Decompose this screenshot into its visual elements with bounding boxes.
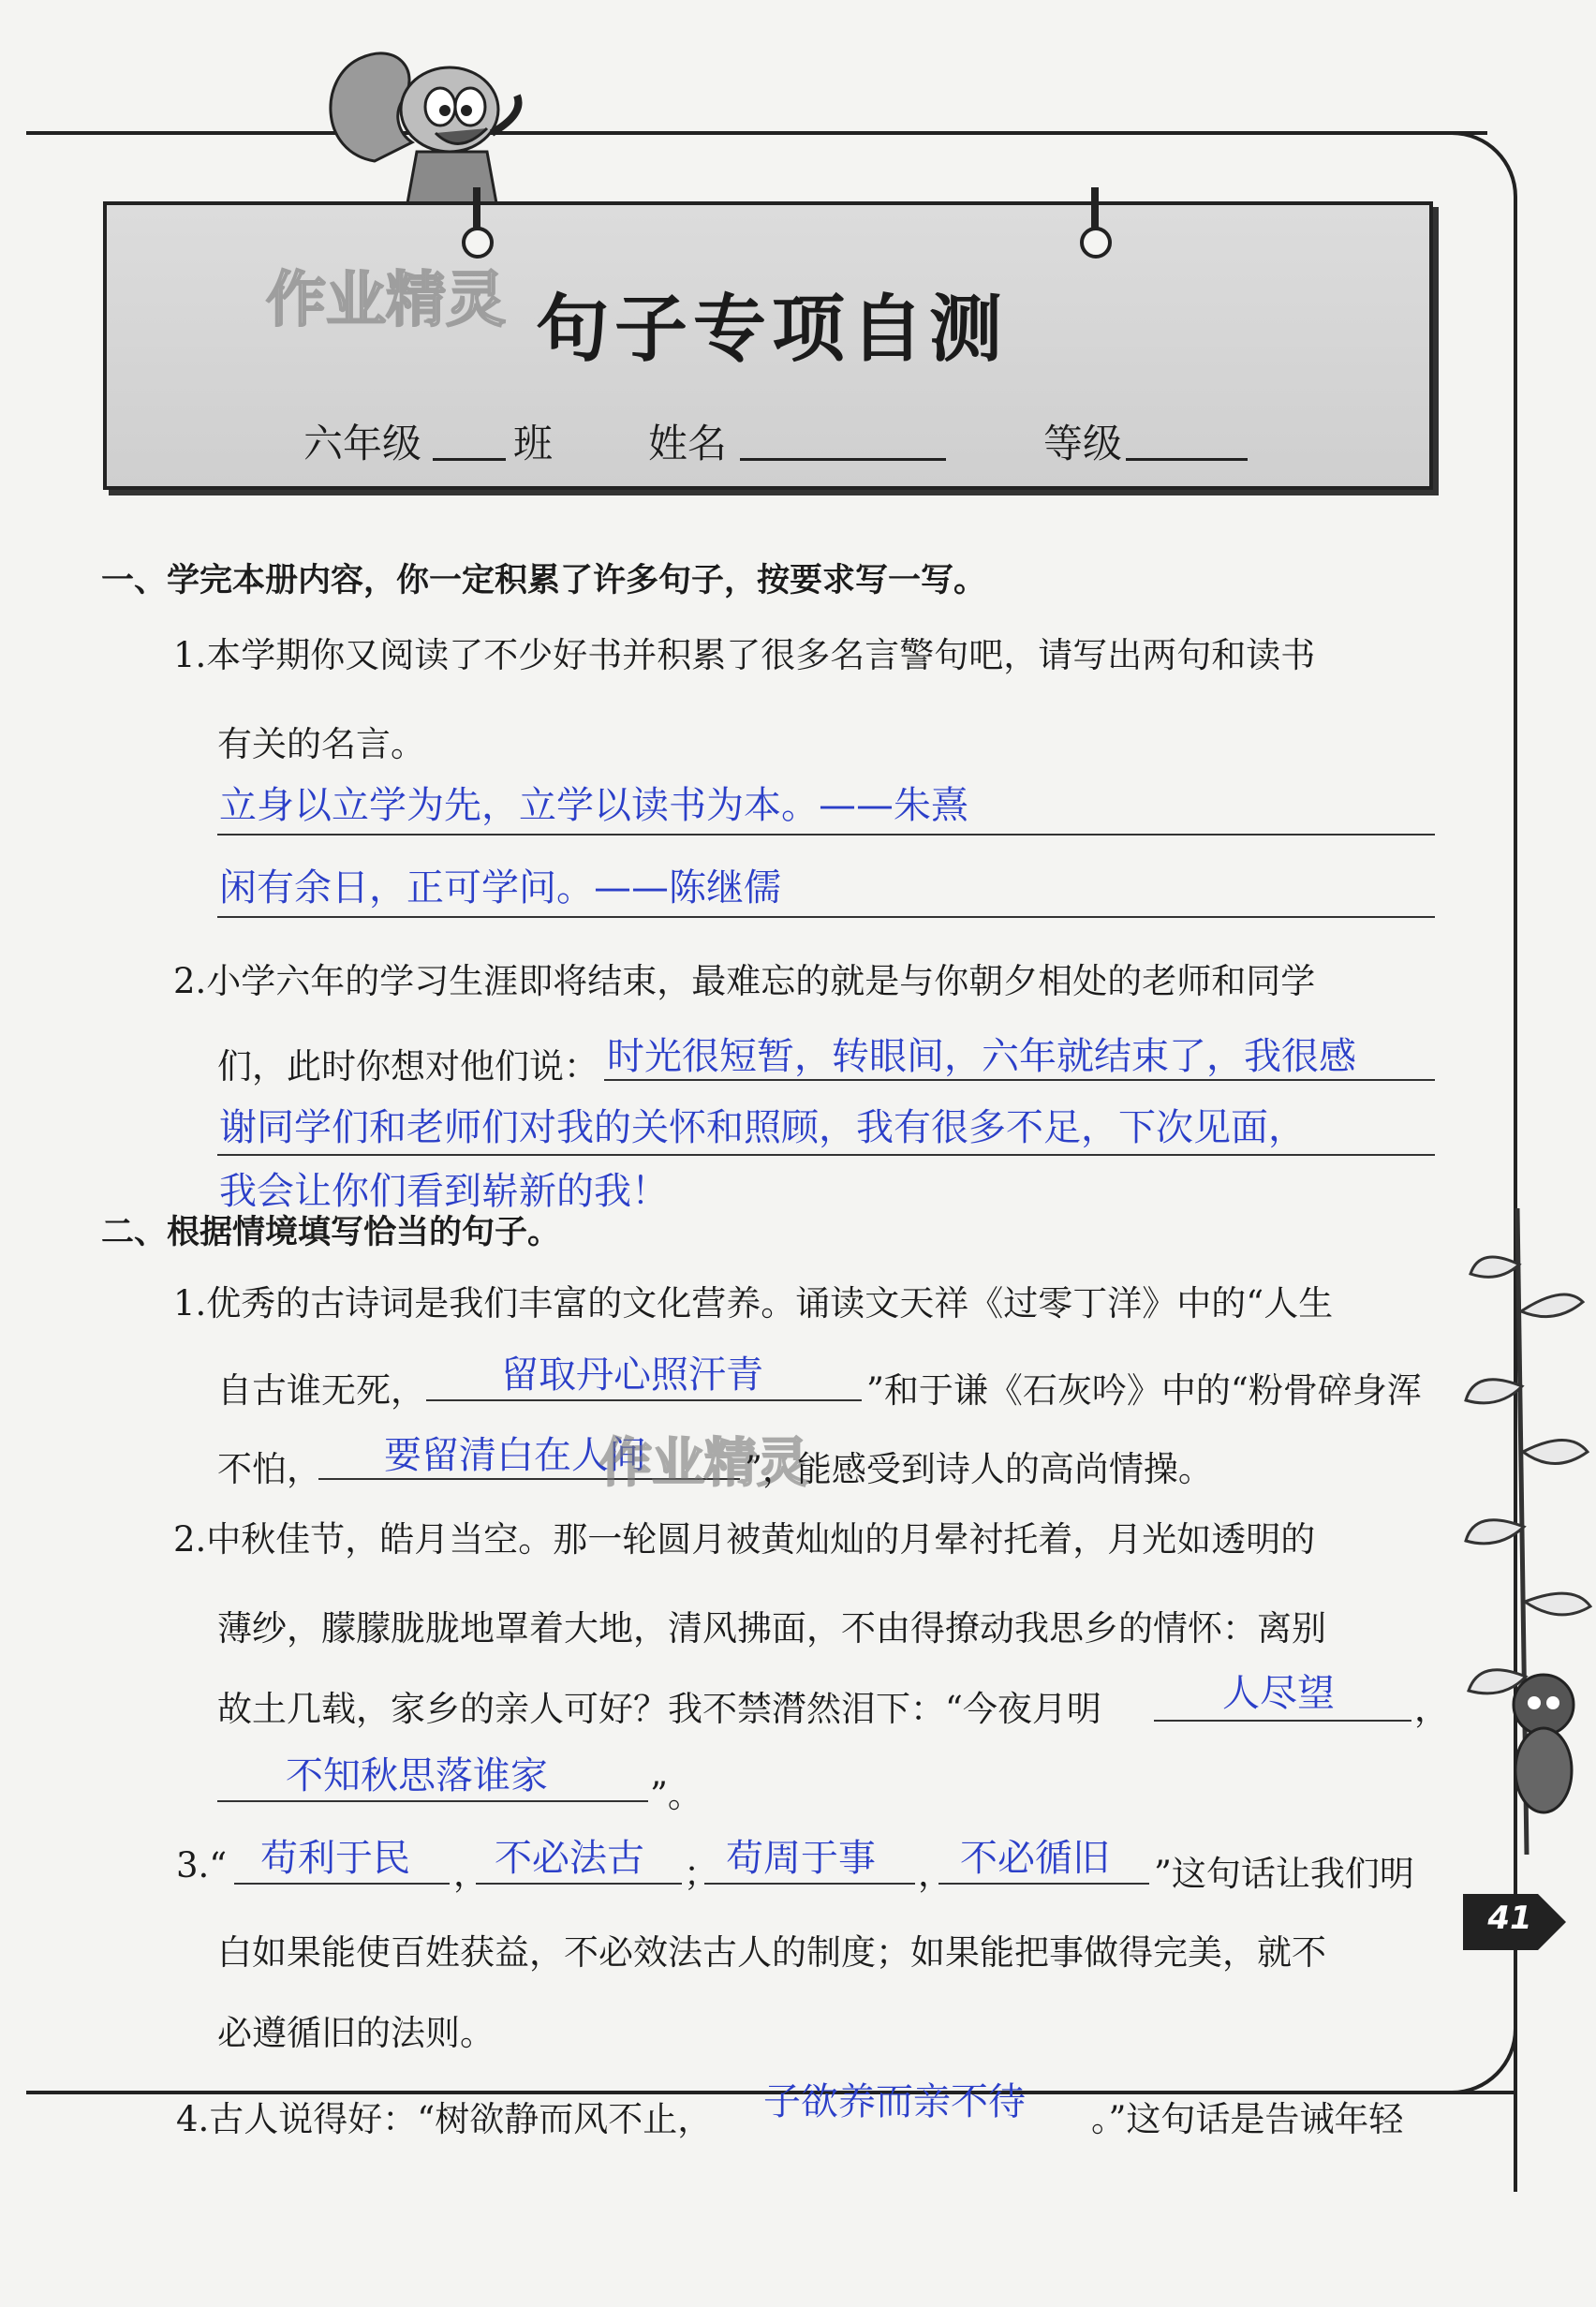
header-card <box>103 201 1433 490</box>
s2-q4-line1b: 。”这句话是告诫年轻 <box>1091 2099 1404 2139</box>
s1-q2-line1: 2.小学六年的学习生涯即将结束，最难忘的就是与你朝夕相处的老师和同学 <box>173 961 1316 1001</box>
s2-q2-line2: 薄纱，朦朦胧胧地罩着大地，清风拂面，不由得撩动我思乡的情怀：离别 <box>217 1608 1326 1649</box>
s2-q4-answer1[interactable]: 子欲养而亲不待 <box>763 2080 1026 2123</box>
s2-q3-answer2[interactable]: 不必法古 <box>495 1837 644 1880</box>
answer-line <box>604 1079 1435 1081</box>
section2-heading: 二、根据情境填写恰当的句子。 <box>101 1214 561 1251</box>
s1-q2-answer2[interactable]: 谢同学们和老师们对我的关怀和照顾，我有很多不足，下次见面， <box>219 1106 1306 1149</box>
s2-q3-answer3[interactable]: 苟周于事 <box>726 1837 876 1880</box>
section1-heading: 一、学完本册内容，你一定积累了许多句子，按要求写一写。 <box>101 562 987 599</box>
s1-q2-answer1[interactable]: 时光很短暂，转眼间，六年就结束了，我很感 <box>607 1035 1356 1078</box>
s2-q2-line1: 2.中秋佳节，皓月当空。那一轮圆月被黄灿灿的月晕衬托着，月光如透明的 <box>173 1519 1316 1560</box>
s2-q3-line3: 必遵循旧的法则。 <box>217 2013 495 2053</box>
s2-q3-line2: 白如果能使百姓获益，不必效法古人的制度；如果能把事做得完美，就不 <box>217 1932 1326 1973</box>
s2-q3-answer4[interactable]: 不必循旧 <box>960 1837 1110 1880</box>
frame-right-border <box>1442 131 1517 2192</box>
s2-q3-answer1[interactable]: 苟利于民 <box>260 1837 410 1880</box>
s2-q1-line2a: 自古谁无死， <box>217 1370 425 1411</box>
s2-q2-answer1[interactable]: 人尽望 <box>1222 1672 1335 1715</box>
level-blank[interactable] <box>1126 458 1248 461</box>
s2-q3-sep2: ； <box>684 1854 718 1894</box>
name-blank[interactable] <box>740 458 946 461</box>
frame-top-border <box>26 131 1487 135</box>
s1-q1-line1: 1.本学期你又阅读了不少好书并积累了很多名言警句吧，请写出两句和读书 <box>173 635 1316 675</box>
s1-q2-line2: 们，此时你想对他们说： <box>217 1046 598 1087</box>
page-number: 41 <box>1487 1900 1532 1937</box>
s2-q1-answer1[interactable]: 留取丹心照汗青 <box>501 1353 763 1397</box>
s2-q3-sep1: ， <box>453 1854 488 1894</box>
s2-q3-line1b: ”这句话让我们明 <box>1154 1854 1414 1894</box>
answer-line <box>217 1154 1435 1156</box>
grade-label: 六年级 <box>303 421 422 466</box>
s2-q1-answer2[interactable]: 要留清白在人间 <box>384 1434 646 1477</box>
s2-q1-line3a: 不怕， <box>217 1449 321 1489</box>
s2-q3-sep3: ， <box>918 1854 953 1894</box>
s1-q1-answer2[interactable]: 闲有余日，正可学问。——陈继儒 <box>219 866 781 909</box>
level-label: 等级 <box>1043 421 1123 466</box>
s2-q1-line3b: ”，能感受到诗人的高尚情操。 <box>745 1449 1213 1489</box>
s1-q2-answer3[interactable]: 我会让你们看到崭新的我！ <box>219 1170 669 1213</box>
s2-q2-line3b: ， <box>1414 1689 1449 1729</box>
s1-q1-answer1[interactable]: 立身以立学为先，立学以读书为本。——朱熹 <box>219 784 968 827</box>
pin-left <box>473 187 480 232</box>
answer-line <box>217 834 1435 836</box>
squirrel-mascot-icon <box>309 21 543 217</box>
s2-q1-line1: 1.优秀的古诗词是我们丰富的文化营养。诵读文天祥《过零丁洋》中的“人生 <box>173 1283 1334 1324</box>
s2-q4-line1a: 4.古人说得好：“树欲静而风不止， <box>176 2099 713 2139</box>
s2-q2-line3a: 故土几载，家乡的亲人可好？我不禁潸然泪下：“今夜月明 <box>217 1689 1101 1729</box>
s2-q2-answer2[interactable]: 不知秋思落谁家 <box>286 1754 548 1797</box>
watermark-text: 作业精灵 <box>266 266 506 335</box>
page-title: 句子专项自测 <box>535 287 1008 372</box>
class-blank[interactable] <box>433 458 506 461</box>
s2-q2-line4b: ”。 <box>650 1775 702 1815</box>
bear-mascot-icon <box>1497 1667 1590 1836</box>
class-label: 班 <box>513 421 554 466</box>
pin-right <box>1091 187 1099 232</box>
pin-ring-left <box>462 227 494 259</box>
s1-q1-line2: 有关的名言。 <box>217 724 425 764</box>
pin-ring-right <box>1080 227 1112 259</box>
name-label: 姓名 <box>648 421 728 466</box>
s2-q1-line2b: ”和于谦《石灰吟》中的“粉骨碎身浑 <box>866 1370 1422 1411</box>
answer-line <box>217 916 1435 918</box>
watermark-text: 作业精灵 <box>599 1433 809 1494</box>
s2-q3-prefix: 3.“ <box>176 1845 228 1886</box>
